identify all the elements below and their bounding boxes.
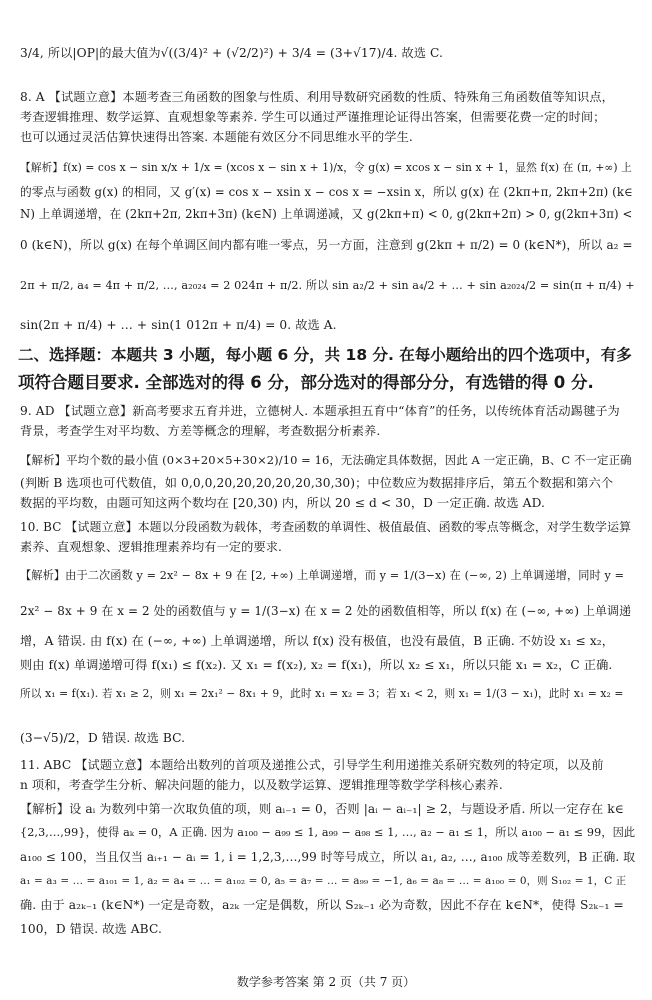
q10-analysis-line-6: (3−√5)/2，D 错误. 故选 BC. <box>20 731 186 745</box>
q9-analysis-line-1: 【解析】平均个数的最小值 (0×3+20×5+30×2)/10 = 16，无法确定具体数据，因此 A 一定正确，B、C 不一定正确 <box>20 453 632 467</box>
q10-intent-line-2: 素养、直观想象、逻辑推理素养均有一定的要求. <box>20 540 283 554</box>
q11-analysis-line-6: 100，D 错误. 故选 ABC. <box>20 922 162 936</box>
q10-analysis-line-1: 【解析】由于二次函数 y = 2x² − 8x + 9 在 [2, +∞) 上单调递增，而 y = 1/(3−x) 在 (−∞, 2) 上单调递增，同时 y = <box>20 569 625 582</box>
q10-analysis-line-5: 所以 x₁ = f(x₁). 若 x₁ ≥ 2，则 x₁ = 2x₁² − 8x₁ + 9，此时 x₁ = x₂ = 3；若 x₁ < 2，则 x₁ = 1/(3 − x₁)，此时 x₁ = x₂ = <box>20 687 624 700</box>
q7-tail-line: 3/4, 所以|OP|的最大值为√((3/4)² + (√2/2)²) + 3/4 = (3+√17)/4. 故选 C. <box>20 46 444 60</box>
section-two-heading-line-1: 二、选择题：本题共 3 小题，每小题 6 分，共 18 分. 在每小题给出的四个选项中，有多 <box>18 346 632 364</box>
q11-analysis-line-4: a₁ = a₃ = … = a₁₀₁ = 1, a₂ = a₄ = … = a₁₀₂ = 0, a₅ = a₇ = … = a₉₉ = −1, a₆ = a₈ = … = a₁₀₀ = 0，则 S₁₀₂ = 1，C 正 <box>20 875 627 887</box>
q11-analysis-line-3: a₁₀₀ ≤ 100，当且仅当 aᵢ₊₁ − aᵢ = 1, i = 1,2,3,…,99 时等号成立，所以 a₁, a₂, …, a₁₀₀ 成等差数列，B 正确. 取 <box>20 850 636 864</box>
section-two-heading-line-2: 项符合题目要求. 全部选对的得 6 分，部分选对的得部分分，有选错的得 0 分. <box>18 373 594 392</box>
q9-intent-line-2: 背景，考查学生对平均数、方差等概念的理解，考查数据分析素养. <box>20 424 381 438</box>
q11-intent-line-2: n 项和，考查学生分析、解决问题的能力，以及数学运算、逻辑推理等数学学科核心素养. <box>20 778 503 792</box>
q8-analysis-line-4: 0 (k∈N)，所以 g(x) 在每个单调区间内都有唯一零点，另一方面，注意到 g(2kπ + π/2) = 0 (k∈N*)，所以 a₂ = <box>20 238 633 252</box>
q8-intent-line-2: 考查逻辑推理、数学运算、直观想象等素养. 学生可以通过严谨推理论证得出答案，但需要花费一定的时间； <box>20 110 606 124</box>
q9-analysis-line-2: (判断 B 选项也可代数值，如 0,0,0,20,20,20,20,20,30,30)；中位数应为数据排序后，第五个数据和第六个 <box>20 476 614 490</box>
page-footer: 数学参考答案 第 2 页（共 7 页） <box>236 975 416 989</box>
q8-analysis-line-1: 【解析】f(x) = cos x − sin x/x + 1/x = (xcos x − sin x + 1)/x，令 g(x) = xcos x − sin x + 1，显然 f(x) 在 (π, +∞) 上 <box>20 161 632 174</box>
q11-analysis-line-2: {2,3,…,99}，使得 aₖ = 0，A 正确. 因为 a₁₀₀ − a₉₉ ≤ 1, a₉₉ − a₉₈ ≤ 1, …, a₂ − a₁ ≤ 1，所以 a₁₀₀ − a₁ ≤ 99，因此 <box>20 826 636 839</box>
q10-analysis-line-2: 2x² − 8x + 9 在 x = 2 处的函数值与 y = 1/(3−x) 在 x = 2 处的函数值相等，所以 f(x) 在 (−∞, +∞) 上单调递 <box>20 604 632 618</box>
q8-analysis-line-3: N) 上单调递增，在 (2kπ+2π, 2kπ+3π) (k∈N) 上单调递减，又 g(2kπ+π) < 0, g(2kπ+2π) > 0, g(2kπ+3π) < <box>20 207 633 221</box>
q11-intent-line-1: 11. ABC 【试题立意】本题给出数列的首项及递推公式，引导学生利用递推关系研究数列的特定项，以及前 <box>20 758 604 772</box>
q8-analysis-line-5: 2π + π/2, a₄ = 4π + π/2, …, a₂₀₂₄ = 2 024π + π/2. 所以 sin a₂/2 + sin a₄/2 + … + sin a₂₀₂₄/2 = sin(π + π/4) + <box>20 279 635 292</box>
q8-intent-line-3: 也可以通过灵活估算快速得出答案. 本题能有效区分不同思维水平的学生. <box>20 130 413 144</box>
q9-intent-line-1: 9. AD 【试题立意】新高考要求五育并进，立德树人. 本题承担五育中“体育”的任务，以传统体育活动踢毽子为 <box>20 404 620 418</box>
q8-analysis-line-2: 的零点与函数 g(x) 的相同，又 g′(x) = cos x − xsin x − cos x = −xsin x，所以 g(x) 在 (2kπ+π, 2kπ+2π) (k∈ <box>20 185 633 199</box>
q10-intent-line-1: 10. BC 【试题立意】本题以分段函数为载体，考查函数的单调性、极值最值、函数的零点等概念，对学生数学运算 <box>20 520 632 534</box>
q10-analysis-line-3: 增，A 错误. 由 f(x) 在 (−∞, +∞) 上单调递增，所以 f(x) 没有极值，也没有最值，B 正确. 不妨设 x₁ ≤ x₂， <box>20 634 615 648</box>
q9-analysis-line-3: 数据的平均数，由题可知这两个数均在 [20,30) 内，所以 20 ≤ d < 30，D 一定正确. 故选 AD. <box>20 496 545 510</box>
q8-analysis-line-6: sin(2π + π/4) + … + sin(1 012π + π/4) = 0. 故选 A. <box>20 318 337 332</box>
q10-analysis-line-4: 则由 f(x) 单调递增可得 f(x₁) ≤ f(x₂). 又 x₁ = f(x₂), x₂ = f(x₁)，所以 x₂ ≤ x₁，所以只能 x₁ = x₂，C 正确. <box>20 658 613 672</box>
q8-intent-line-1: 8. A 【试题立意】本题考查三角函数的图象与性质、利用导数研究函数的性质、特殊角三角函数值等知识点， <box>20 90 614 104</box>
q11-analysis-line-5: 确. 由于 a₂ₖ₋₁ (k∈N*) 一定是奇数，a₂ₖ 一定是偶数，所以 S₂ₖ₋₁ 必为奇数，因此不存在 k∈N*，使得 S₂ₖ₋₁ = <box>20 898 624 912</box>
q11-analysis-line-1: 【解析】设 aᵢ 为数列中第一次取负值的项，则 aᵢ₋₁ = 0，否则 |aᵢ − aᵢ₋₁| ≥ 2，与题设矛盾. 所以一定存在 k∈ <box>20 802 624 816</box>
